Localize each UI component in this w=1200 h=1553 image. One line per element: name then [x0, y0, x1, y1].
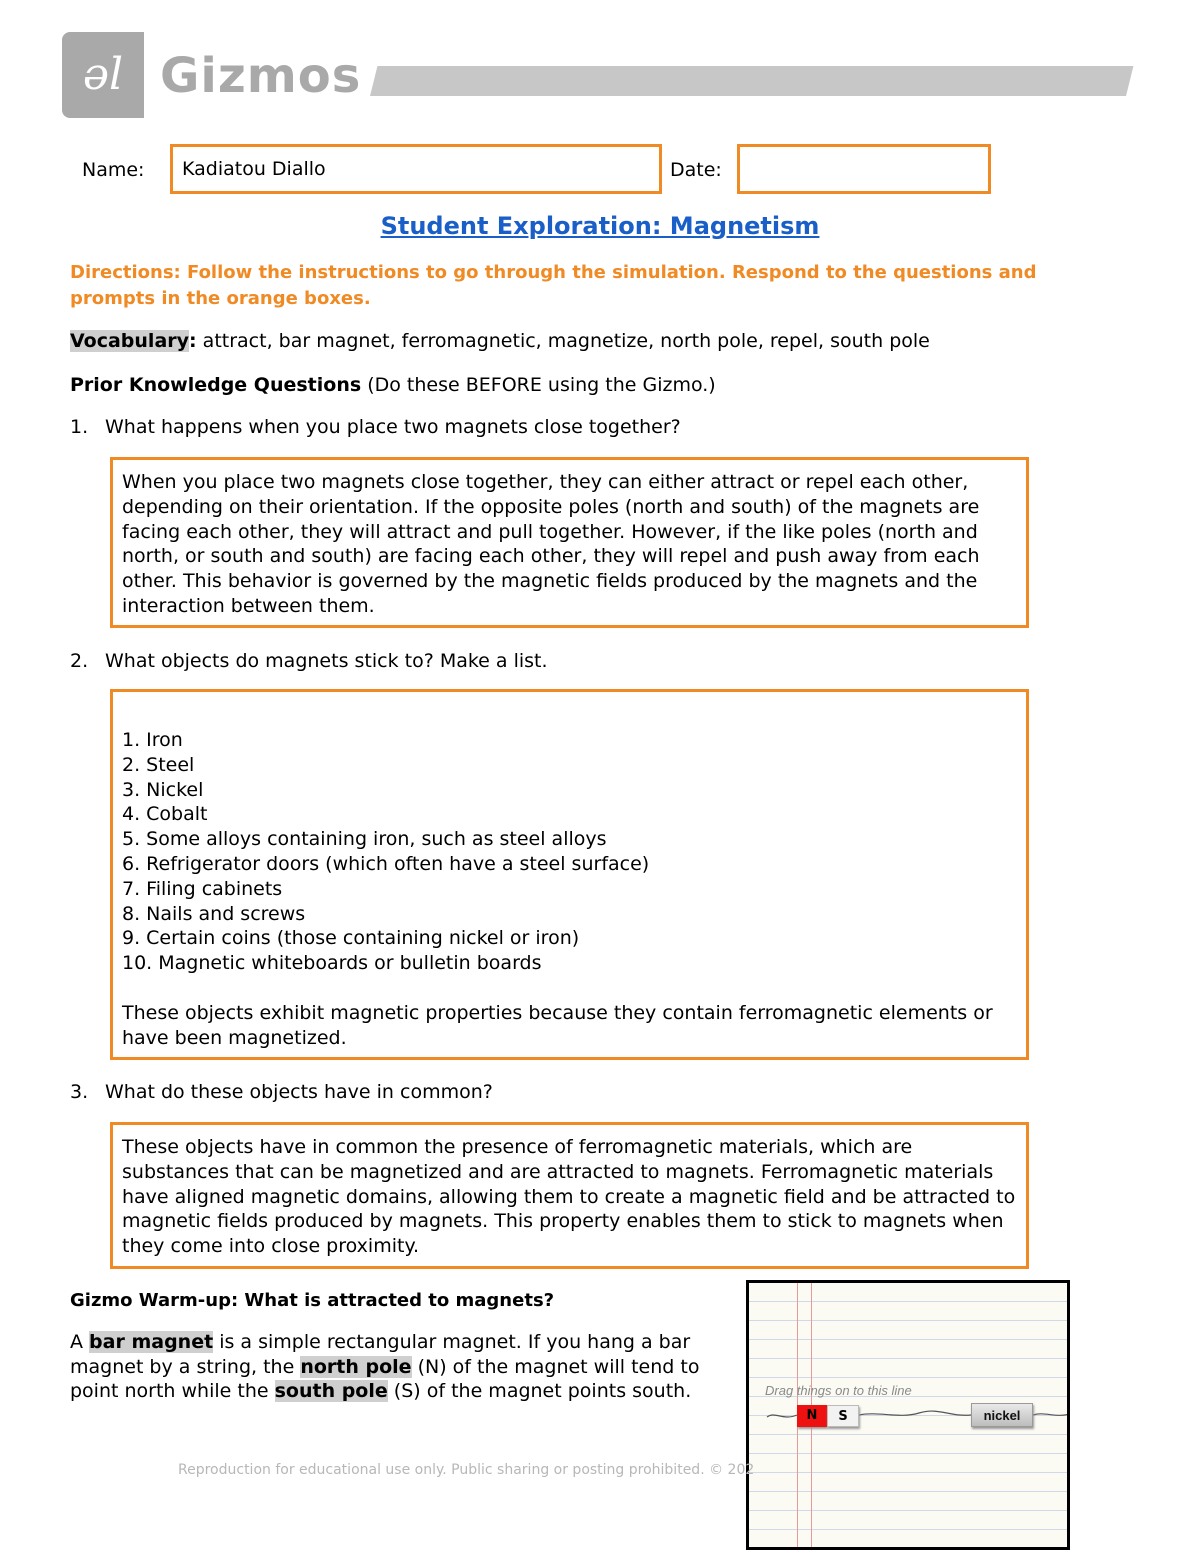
question-text: What objects do magnets stick to? Make a list.: [105, 650, 548, 672]
prior-knowledge-title: Prior Knowledge Questions: [70, 374, 362, 396]
term-north-pole: north pole: [300, 1355, 412, 1378]
explorelearning-logo: ǝl: [82, 49, 124, 100]
answer-note: These objects exhibit magnetic properties because they contain ferromagnetic elements or have been magnetized.: [122, 1001, 993, 1049]
vocabulary-colon: :: [189, 330, 197, 352]
question-number: 3.: [70, 1081, 89, 1103]
date-label: Date:: [670, 159, 722, 181]
warmup-paragraph: [70, 1330, 710, 1404]
brand-name: Gizmos: [160, 48, 362, 104]
magnet-north-pole[interactable]: N: [797, 1405, 827, 1427]
warmup-text-c: (N) of the magnet will tend to point north while the: [70, 1355, 700, 1402]
date-field[interactable]: [737, 144, 991, 194]
answer-text: These objects have in common the presence of ferromagnetic materials, which are substances that can be magnetized and are attracted to magnets. Ferromagnetic materials have aligned magnetic domains, allowing them to create a magnetic field and be attracted to magnetic fields produced by magnets. This property enables them to stick to magnets when they come into close proximity.: [122, 1136, 1016, 1258]
question-number: 2.: [70, 650, 89, 672]
name-field[interactable]: Kadiatou Diallo: [170, 144, 662, 194]
answer-box-2[interactable]: [110, 689, 1029, 1060]
list-item: 3. Nickel: [122, 778, 204, 801]
prior-knowledge-heading: [70, 372, 716, 398]
list-item: 10. Magnetic whiteboards or bulletin boards: [122, 952, 542, 975]
answer-box-3[interactable]: [110, 1122, 1029, 1269]
term-bar-magnet: bar magnet: [89, 1331, 214, 1353]
magnet-south-pole[interactable]: S: [827, 1405, 859, 1427]
prior-knowledge-note: (Do these BEFORE using the Gizmo.): [361, 374, 716, 396]
warmup-text-a: A: [70, 1331, 90, 1353]
drag-line-label: Drag things on to this line: [765, 1383, 912, 1398]
question-3: [70, 1079, 493, 1105]
name-label: Name:: [82, 159, 145, 181]
answer-box-1[interactable]: [110, 457, 1029, 628]
list-item: 6. Refrigerator doors (which often have a steel surface): [122, 852, 650, 875]
directions: Directions: Follow the instructions to go through the simulation. Respond to the questions and prompts in the orange boxes.: [70, 262, 1037, 309]
header-bar: [370, 66, 1133, 96]
term-south-pole: south pole: [274, 1380, 388, 1402]
vocabulary: [70, 328, 930, 354]
warmup-text-d: (S) of the magnet points south.: [387, 1380, 692, 1402]
question-text: What do these objects have in common?: [105, 1081, 493, 1103]
warmup-title: Gizmo Warm-up: What is attracted to magnets?: [70, 1290, 555, 1311]
page-title: Student Exploration: Magnetism: [380, 212, 820, 240]
question-text: What happens when you place two magnets close together?: [105, 416, 681, 438]
list-item: 8. Nails and screws: [122, 902, 306, 925]
question-1: [70, 414, 681, 440]
list-item: 4. Cobalt: [122, 803, 208, 826]
footer-copyright: Reproduction for educational use only. Public sharing or posting prohibited. © 202: [178, 1462, 755, 1478]
list-item: 2. Steel: [122, 753, 195, 776]
nickel-object[interactable]: nickel: [971, 1403, 1033, 1427]
vocabulary-terms: attract, bar magnet, ferromagnetic, magnetize, north pole, repel, south pole: [196, 330, 930, 352]
vocabulary-label: Vocabulary: [70, 330, 190, 352]
list-item: 9. Certain coins (those containing nickel or iron): [122, 927, 580, 950]
question-2: [70, 648, 548, 674]
warmup-text-b: is a simple rectangular magnet. If you hang a bar magnet by a string, the: [70, 1331, 691, 1378]
question-number: 1.: [70, 416, 89, 438]
list-item: 5. Some alloys containing iron, such as steel alloys: [122, 828, 607, 851]
list-item: 1. Iron: [122, 729, 183, 751]
gizmo-screenshot: [746, 1280, 1070, 1550]
answer-text: When you place two magnets close together, they can either attract or repel each other, depending on their orientation. If the opposite poles (north and south) of the magnets are facing each other, they will attract and pull together. However, if the like poles (north and north, or south and south) are facing each other, they will repel and push away from each other. This behavior is governed by the magnetic fields produced by the magnets and the interaction between them.: [122, 471, 980, 617]
list-item: 7. Filing cabinets: [122, 877, 283, 900]
